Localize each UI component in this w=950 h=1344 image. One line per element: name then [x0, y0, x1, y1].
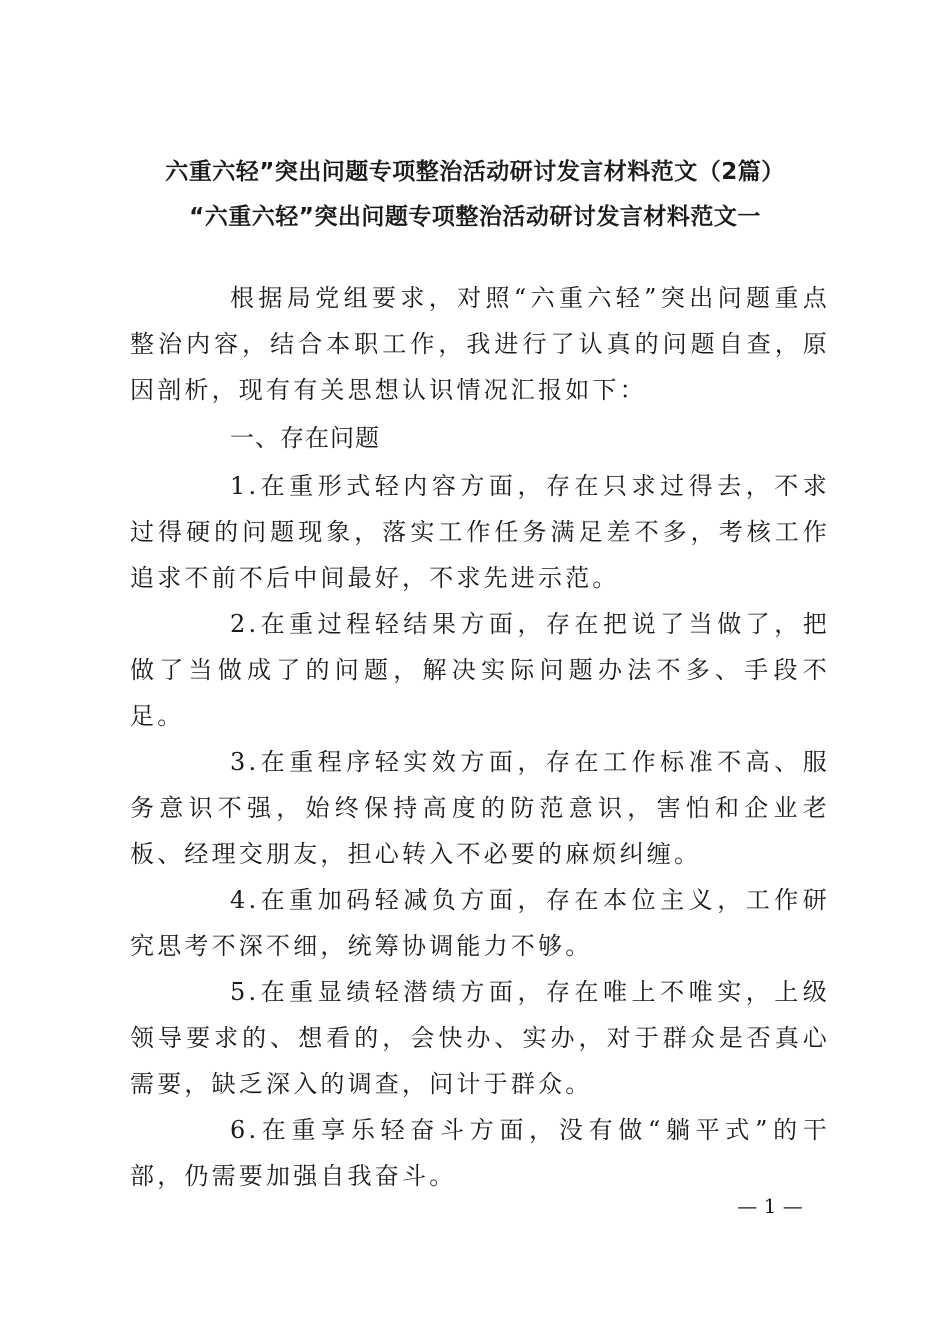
problem-item-6: 6.在重享乐轻奋斗方面，没有做“躺平式”的干部，仍需要加强自我奋斗。: [130, 1116, 830, 1190]
problem-item-4: 4.在重加码轻减负方面，存在本位主义，工作研究思考不深不细，统筹协调能力不够。: [130, 886, 830, 960]
problem-item-3: 3.在重程序轻实效方面，存在工作标准不高、服务意识不强，始终保持高度的防范意识，害怕和企业老板、经理交朋友，担心转入不必要的麻烦纠缠。: [130, 748, 830, 868]
problem-item-1: 1.在重形式轻内容方面，存在只求过得去，不求过得硬的问题现象，落实工作任务满足差不多，考核工作追求不前不后中间最好，不求先进示范。: [130, 472, 830, 592]
page-number: — 1 —: [737, 1194, 803, 1218]
section-heading: 一、存在问题: [230, 424, 380, 452]
problem-item-5: 5.在重显绩轻潜绩方面，存在唯上不唯实，上级领导要求的、想看的，会快办、实办，对于群众是否真心需要，缺乏深入的调查，问计于群众。: [130, 978, 830, 1098]
problem-item-2: 2.在重过程轻结果方面，存在把说了当做了，把做了当做成了的问题，解决实际问题办法不多、手段不足。: [130, 610, 830, 730]
intro-paragraph: 根据局党组要求，对照“六重六轻”突出问题重点整治内容，结合本职工作，我进行了认真的问题自查，原因剖析，现有有关思想认识情况汇报如下：: [130, 284, 830, 404]
document-title: 六重六轻”突出问题专项整治活动研讨发言材料范文（2篇）: [165, 159, 785, 185]
document-subtitle: “六重六轻”突出问题专项整治活动研讨发言材料范文一: [189, 204, 761, 230]
document-body: [130, 275, 830, 1199]
